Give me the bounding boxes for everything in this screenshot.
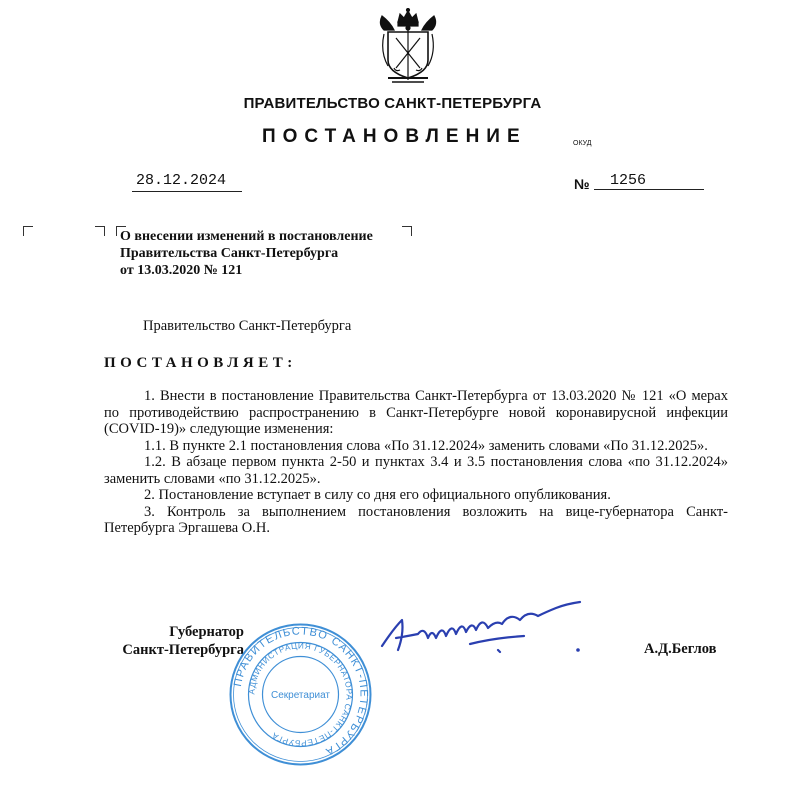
paragraph-1-1: 1.1. В пункте 2.1 постановления слова «По 31.12.2024» заменить словами «По 31.12.2025». [144,437,708,454]
official-stamp [228,622,373,767]
paragraph-1: 1. Внести в постановление Правительства Санкт-Петербурга от 13.03.2020 № 121 «О мерах по противодействию распространению в Санкт-Петербурге новой коронавирусной инфекции (COVID-19)» следующие изменения: [104,388,728,437]
date-underline [132,191,242,192]
decree-body [104,388,728,537]
number-label: № [574,176,590,192]
governor-title [104,623,244,659]
government-heading: ПРАВИТЕЛЬСТВО САНКТ-ПЕТЕРБУРГА [243,95,542,112]
corner-mark-far-right [402,226,412,236]
decree-date: 28.12.2024 [136,172,227,189]
number-underline [594,189,704,190]
governor-title-line: Санкт-Петербурга [122,642,244,658]
decree-title: ПОСТАНОВЛЕНИЕ [262,126,527,147]
subject-line: от 13.03.2020 № 121 [120,263,243,278]
issuing-authority: Правительство Санкт-Петербурга [143,318,352,334]
stamp-inner-text: АДМИНИСТРАЦИЯ ГУБЕРНАТОРА САНКТ-ПЕТЕРБУРГА [247,641,354,748]
governor-title-line: Губернатор [169,624,244,640]
corner-mark-left-outer [23,226,33,236]
corner-mark-left-inner [95,226,105,236]
paragraph-2: 2. Постановление вступает в силу со дня его официального опубликования. [144,487,611,503]
stamp-outer-text: ПРАВИТЕЛЬСТВО САНКТ-ПЕТЕРБУРГА [231,625,370,758]
decree-number: 1256 [610,172,647,189]
okud-label: ОКУД [573,140,592,147]
subject-line: Правительства Санкт-Петербурга [120,246,339,261]
coat-of-arms-emblem [374,8,442,86]
paragraph-3: 3. Контроль за выполнением постановления возложить на вице-губернатора Санкт-Петербурга Эргашева О.Н. [104,503,728,536]
handwritten-signature [374,598,599,663]
paragraph-1-2: 1.2. В абзаце первом пункта 2-50 и пунктах 3.4 и 3.5 постановления слова «по 31.12.2024» заменить словами «по 31.12.2025». [104,454,728,487]
signer-name: А.Д.Беглов [644,641,717,657]
subject-line: О внесении изменений в постановление [120,229,373,244]
stamp-center-text: Секретариат [270,690,331,701]
decides-heading: ПОСТАНОВЛЯЕТ: [104,355,297,371]
decree-subject [120,228,373,279]
